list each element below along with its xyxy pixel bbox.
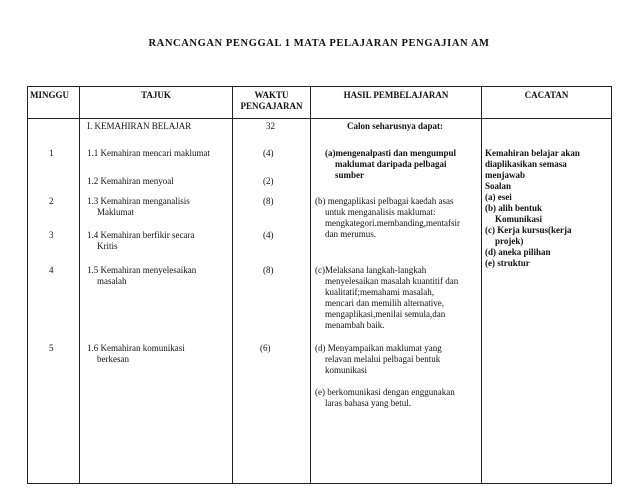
table-row: [28, 119, 612, 484]
hasil-item-b: (b) mengaplikasi pelbagai kaedah asas untuk menganalisis maklumat: mengkategori.membanding,mentafsir dan merumus.: [315, 196, 460, 239]
week-number: 4: [49, 265, 54, 275]
term-plan-table: [27, 86, 612, 484]
tajuk-heading: I. KEMAHIRAN BELAJAR: [87, 121, 192, 131]
table-header-row: [28, 87, 612, 119]
tajuk-item: 1.2 Kemahiran menyoal: [87, 176, 174, 186]
waktu-cell: [233, 119, 311, 484]
header-hasil: HASIL PEMBELAJARAN: [311, 87, 482, 119]
waktu-item: (2): [263, 176, 274, 186]
tajuk-item: 1.6 Kemahiran komunikasi berkesan: [87, 343, 185, 364]
minggu-cell: [28, 119, 80, 484]
week-number: 1: [49, 148, 54, 158]
hasil-cell: [311, 119, 482, 484]
header-waktu: WAKTU PENGAJARAN: [233, 87, 311, 119]
hasil-item-a: (a)mengenalpasti dan mengumpul maklumat daripada pelbagai sumber: [325, 148, 457, 180]
tajuk-item: 1.5 Kemahiran menyelesaikan masalah: [87, 265, 197, 286]
hasil-item-d: (d) Menyampaikan maklumat yang relavan melalui pelbagai bentuk komunikasi: [315, 343, 442, 375]
header-catatan: CACATAN: [482, 87, 612, 119]
catatan-notes: Kemahiran belajar akan diaplikasikan semasa menjawab Soalan (a) esei (b) alih bentuk Komunikasi (c) Kerja kursus(kerja projek) (d) aneka pilihan (e) struktur: [485, 148, 580, 268]
waktu-total: 32: [266, 121, 275, 131]
hasil-item-c: (c)Melaksana langkah-langkah menyelesaikan masalah kuantitif dan kualitatif;memahami masalah, mencari dan memilih alternative, mengaplikasi,menilai semula,dan menambah baik.: [315, 265, 459, 330]
tajuk-cell: [80, 119, 233, 484]
tajuk-item: 1.4 Kemahiran berfikir secara Kritis: [87, 230, 195, 251]
hasil-item-e: (e) berkomunikasi dengan enggunakan laras bahasa yang betul.: [315, 387, 455, 408]
tajuk-item: 1.1 Kemahiran mencari maklumat: [87, 148, 210, 158]
catatan-cell: [482, 119, 612, 484]
waktu-item: (8): [263, 196, 274, 206]
page-title: RANCANGAN PENGGAL 1 MATA PELAJARAN PENGAJIAN AM: [148, 38, 490, 49]
tajuk-item: 1.3 Kemahiran menganalisis Maklumat: [87, 196, 190, 217]
waktu-item: (8): [263, 265, 274, 275]
waktu-item: (4): [263, 230, 274, 240]
week-number: 5: [49, 343, 54, 353]
week-number: 2: [49, 196, 54, 206]
waktu-item: (6): [260, 343, 271, 353]
waktu-item: (4): [263, 148, 274, 158]
hasil-heading: Calon seharusnya dapat:: [347, 121, 444, 131]
week-number: 3: [49, 230, 54, 240]
header-minggu: MINGGU: [28, 87, 80, 119]
header-tajuk: TAJUK: [80, 87, 233, 119]
